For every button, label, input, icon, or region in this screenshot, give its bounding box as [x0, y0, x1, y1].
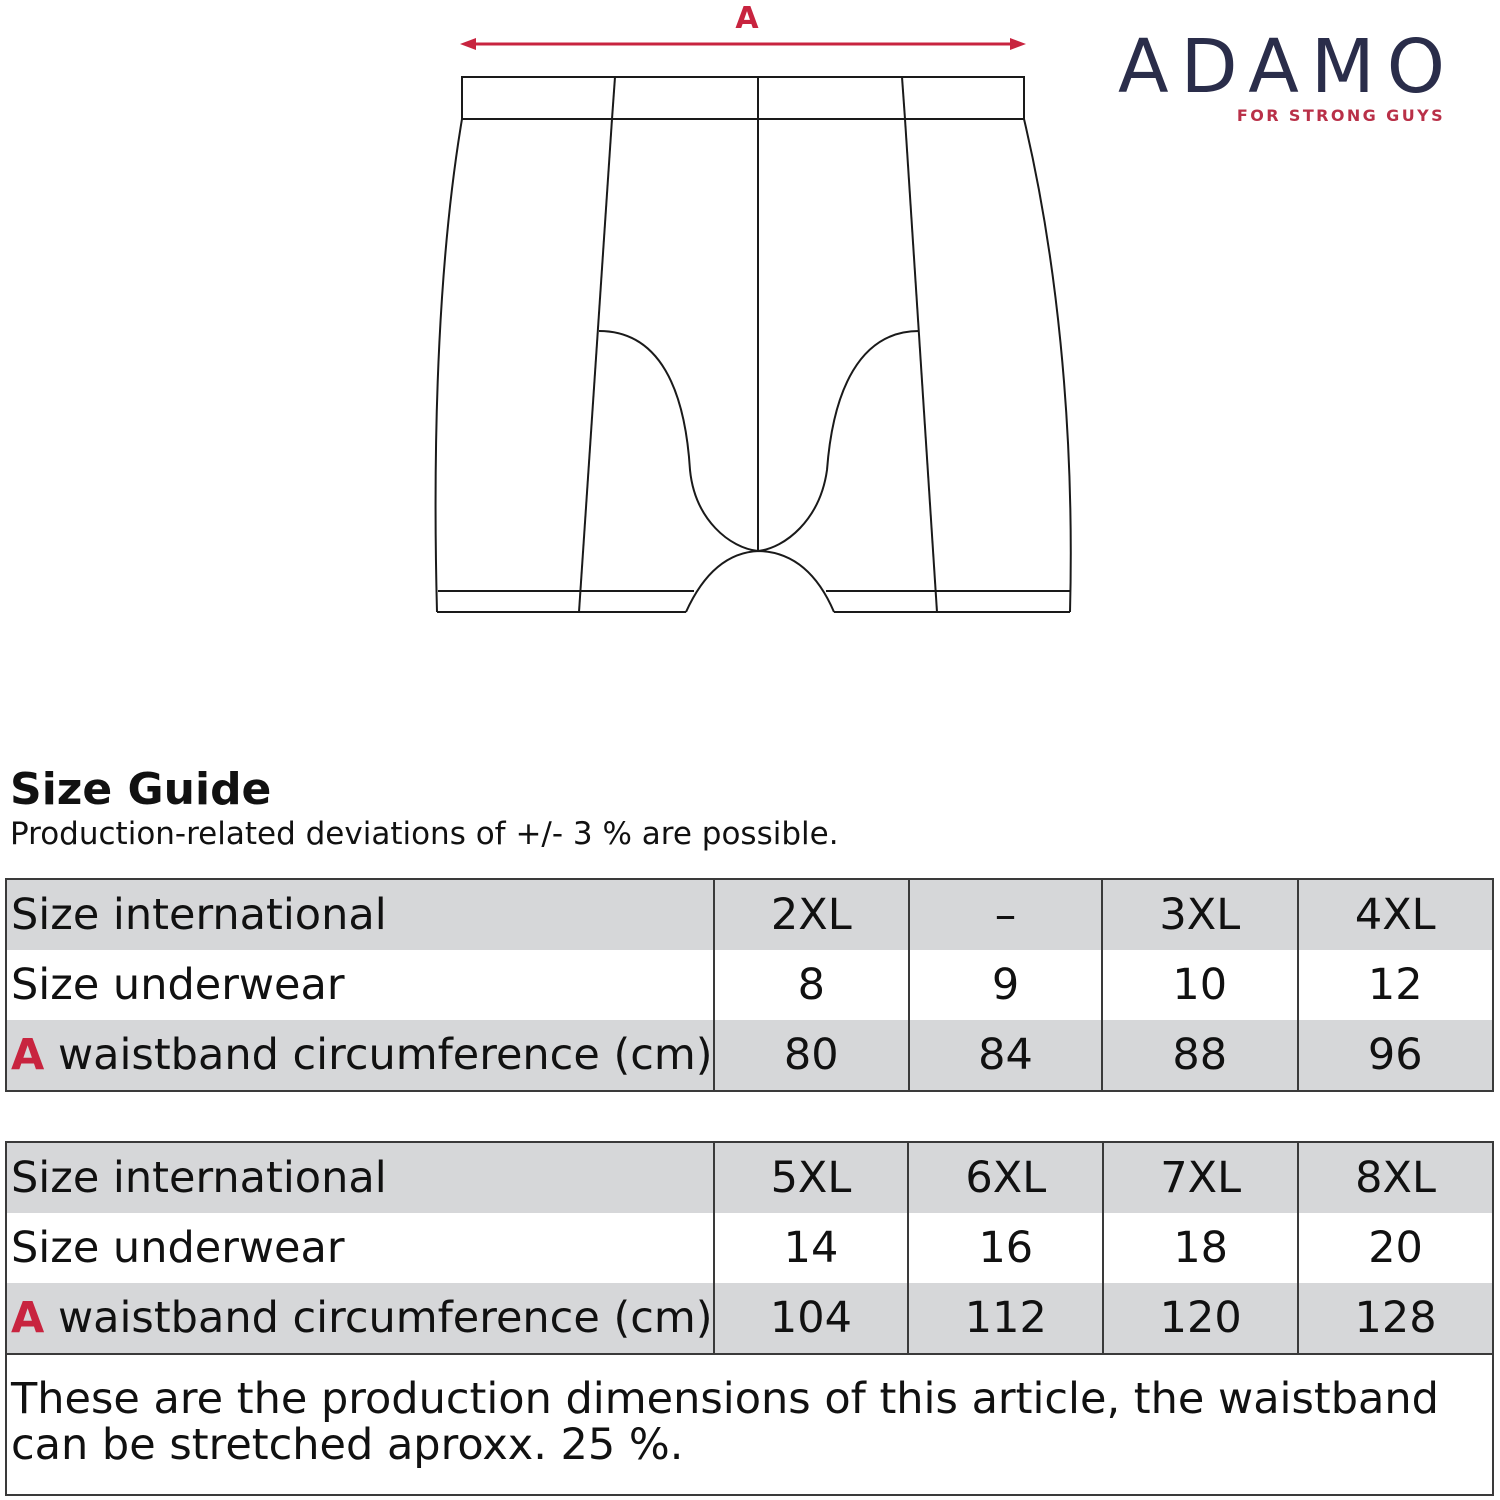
row-label-text: waistband circumference (cm)	[44, 1292, 713, 1343]
size-table-2	[5, 1141, 1494, 1355]
table-cell: 18	[1103, 1213, 1298, 1283]
table-row-waistband	[6, 1283, 1493, 1354]
table-cell: 5XL	[714, 1142, 909, 1213]
table-cell: 8XL	[1298, 1142, 1493, 1213]
table-row-size-underwear	[6, 1213, 1493, 1283]
table-cell: 12	[1298, 950, 1493, 1020]
garment-outline	[436, 77, 1071, 612]
table-row-size-underwear	[6, 950, 1493, 1020]
measure-marker: A	[11, 1029, 45, 1080]
row-label	[6, 1283, 714, 1354]
row-label: Size international	[6, 1142, 714, 1213]
table-cell: 80	[714, 1020, 909, 1091]
table-cell: 10	[1102, 950, 1297, 1020]
table-cell: 84	[909, 1020, 1102, 1091]
table-cell: 6XL	[908, 1142, 1103, 1213]
table-cell: 4XL	[1298, 879, 1493, 950]
row-label	[6, 1020, 714, 1091]
table-cell: –	[909, 879, 1102, 950]
table-cell: 112	[908, 1283, 1103, 1354]
table-row-waistband	[6, 1020, 1493, 1091]
boxer-shorts-diagram	[0, 0, 1500, 700]
size-table-1	[5, 878, 1494, 1092]
table-cell: 2XL	[714, 879, 909, 950]
measure-marker: A	[11, 1292, 45, 1343]
table-cell: 96	[1298, 1020, 1493, 1091]
table-cell: 7XL	[1103, 1142, 1298, 1213]
table-cell: 128	[1298, 1283, 1493, 1354]
row-label-text: waistband circumference (cm)	[44, 1029, 713, 1080]
row-label: Size underwear	[11, 959, 345, 1010]
table-cell: 8	[714, 950, 909, 1020]
table-row-size-international	[6, 1142, 1493, 1213]
table-cell: 14	[714, 1213, 909, 1283]
measurement-label-a: A	[735, 1, 759, 36]
page-subtitle: Production-related deviations of +/- 3 % are possible.	[10, 816, 839, 852]
row-label: Size international	[6, 879, 714, 950]
page-title: Size Guide	[10, 764, 272, 815]
waistband	[462, 77, 1024, 119]
table-cell: 9	[909, 950, 1102, 1020]
stretch-note: These are the production dimensions of this article, the waistband can be stretched aproxx. 25 %.	[5, 1354, 1494, 1496]
brand-tagline: FOR STRONG GUYS	[1236, 106, 1445, 125]
measurement-arrow-a	[460, 38, 1026, 50]
table-cell: 120	[1103, 1283, 1298, 1354]
brand-name: ADAMO	[1117, 24, 1457, 110]
row-label: Size underwear	[11, 1222, 345, 1273]
table-cell: 16	[908, 1213, 1103, 1283]
table-cell: 88	[1102, 1020, 1297, 1091]
table-row-size-international	[6, 879, 1493, 950]
table-cell: 104	[714, 1283, 909, 1354]
table-cell: 3XL	[1102, 879, 1297, 950]
table-cell: 20	[1298, 1213, 1493, 1283]
